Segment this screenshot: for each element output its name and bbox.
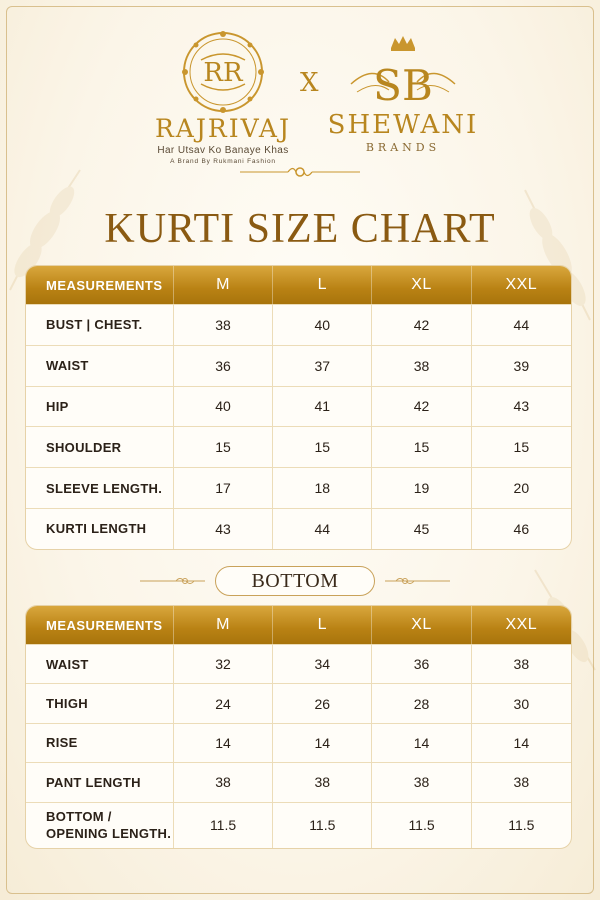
table-cell: 34 [273, 644, 372, 683]
rajrivaj-tagline: Har Utsav Ko Banaye Khas [157, 145, 289, 156]
table-cell: 24 [174, 683, 273, 722]
table-cell: 14 [372, 723, 471, 762]
page-title: KURTI SIZE CHART [104, 206, 496, 252]
table-cell: 15 [273, 426, 372, 467]
table-cell: 42 [372, 304, 471, 345]
brand-header [0, 30, 600, 180]
table-cell: 36 [174, 345, 273, 386]
header-size-m: M [174, 266, 273, 304]
table-cell: 14 [273, 723, 372, 762]
table-cell: 32 [174, 644, 273, 683]
row-label: SHOULDER [26, 426, 174, 467]
row-label [26, 802, 174, 848]
table-cell: 15 [372, 426, 471, 467]
header-size-xl: XL [372, 266, 471, 304]
table-cell: 38 [472, 644, 571, 683]
row-label-line: BOTTOM / [46, 808, 112, 824]
table-cell: 40 [174, 386, 273, 427]
row-label: BUST | CHEST. [26, 304, 174, 345]
table-cell: 44 [273, 508, 372, 549]
table-cell: 45 [372, 508, 471, 549]
table-cell: 36 [372, 644, 471, 683]
rajrivaj-name: RAJRIVAJ [154, 114, 292, 143]
bottom-size-table [25, 605, 572, 849]
table-cell: 38 [273, 762, 372, 801]
table-cell: 43 [174, 508, 273, 549]
table-row [26, 304, 571, 345]
table-cell: 39 [472, 345, 571, 386]
header-size-l: L [273, 606, 372, 644]
table-cell: 15 [472, 426, 571, 467]
header-size-xxl: XXL [472, 266, 571, 304]
table-cell: 20 [472, 467, 571, 508]
row-label: KURTI LENGTH [26, 508, 174, 549]
table-cell: 11.5 [273, 802, 372, 848]
table-cell: 38 [174, 304, 273, 345]
table-row [26, 386, 571, 427]
header-measurements: MEASUREMENTS [26, 606, 174, 644]
header-size-xxl: XXL [472, 606, 571, 644]
svg-text:SB: SB [373, 61, 433, 110]
table-row [26, 762, 571, 801]
shewani-logo [318, 34, 488, 154]
table-header-row [26, 606, 571, 644]
row-label: WAIST [26, 345, 174, 386]
row-label: THIGH [26, 683, 174, 722]
row-label: PANT LENGTH [26, 762, 174, 801]
table-cell: 11.5 [372, 802, 471, 848]
table-cell: 28 [372, 683, 471, 722]
svg-text:RR: RR [203, 58, 243, 88]
header-flourish-icon [240, 162, 360, 182]
rajrivaj-emblem-icon [181, 30, 265, 114]
table-cell: 38 [372, 762, 471, 801]
table-cell: 15 [174, 426, 273, 467]
table-row [26, 723, 571, 762]
table-cell: 18 [273, 467, 372, 508]
table-cell: 38 [472, 762, 571, 801]
header-measurements: MEASUREMENTS [26, 266, 174, 304]
table-cell: 30 [472, 683, 571, 722]
collab-separator: X [300, 68, 319, 98]
table-cell: 14 [174, 723, 273, 762]
table-cell: 42 [372, 386, 471, 427]
table-cell: 38 [372, 345, 471, 386]
rajrivaj-subline: A Brand By Rukmani Fashion [170, 158, 276, 165]
table-row [26, 802, 571, 848]
table-row [26, 683, 571, 722]
bottom-section-heading: BOTTOM [215, 566, 375, 596]
table-cell: 11.5 [472, 802, 571, 848]
table-row [26, 508, 571, 549]
table-row [26, 426, 571, 467]
table-row [26, 345, 571, 386]
shewani-name: SHEWANI [327, 110, 479, 140]
table-cell: 38 [174, 762, 273, 801]
table-row [26, 467, 571, 508]
row-label: SLEEVE LENGTH. [26, 467, 174, 508]
table-cell: 19 [372, 467, 471, 508]
table-row [26, 644, 571, 683]
row-label: RISE [26, 723, 174, 762]
rajrivaj-logo [148, 30, 298, 165]
table-cell: 37 [273, 345, 372, 386]
table-cell: 40 [273, 304, 372, 345]
table-cell: 14 [472, 723, 571, 762]
header-size-xl: XL [372, 606, 471, 644]
shewani-emblem-icon [343, 34, 463, 110]
table-cell: 44 [472, 304, 571, 345]
table-cell: 17 [174, 467, 273, 508]
header-size-m: M [174, 606, 273, 644]
table-cell: 43 [472, 386, 571, 427]
table-header-row [26, 266, 571, 304]
table-cell: 26 [273, 683, 372, 722]
shewani-sub: BRANDS [365, 141, 441, 154]
row-label: WAIST [26, 644, 174, 683]
row-label: HIP [26, 386, 174, 427]
table-cell: 46 [472, 508, 571, 549]
row-label-line: OPENING LENGTH. [46, 826, 172, 842]
table-cell: 41 [273, 386, 372, 427]
table-cell: 11.5 [174, 802, 273, 848]
kurti-size-table [25, 265, 572, 550]
header-size-l: L [273, 266, 372, 304]
